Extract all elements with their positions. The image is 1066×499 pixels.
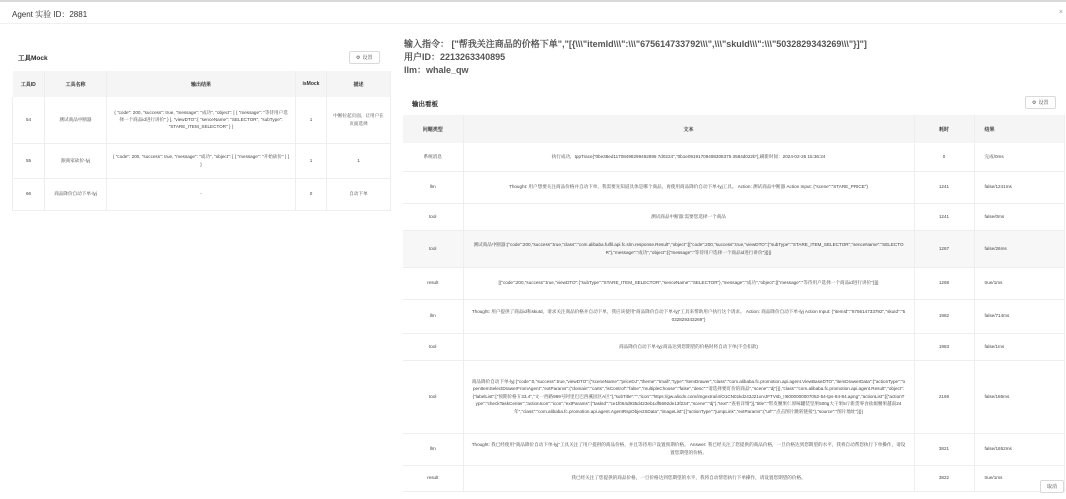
row-time: 3821: [914, 433, 974, 465]
tool-desc: 1: [327, 143, 391, 178]
tool-name: 商品降价自动下单-lyj: [45, 178, 107, 210]
row-result: false/0ms: [974, 203, 1064, 230]
column-header: 问题类型: [403, 115, 463, 143]
llm-value: whale_qw: [426, 65, 469, 75]
column-header: isMock: [296, 71, 327, 97]
row-result: false/714ms: [974, 299, 1064, 333]
tool-desc: 自动下单: [327, 178, 391, 210]
row-time: 1241: [914, 171, 974, 203]
row-type: tool: [403, 333, 463, 360]
llm-label: llm：: [404, 65, 427, 75]
row-time: 3822: [914, 465, 974, 491]
table-header: [13, 71, 391, 97]
row-result: true/1ms: [974, 465, 1064, 491]
user-value: 2213263340895: [440, 52, 506, 62]
close-icon[interactable]: ×: [1058, 9, 1063, 16]
table-row: [403, 203, 1064, 230]
column-header: 输出结果: [107, 71, 296, 97]
tool-mock-title: 工具Mock: [18, 55, 48, 62]
tool-mock-panel: [12, 48, 390, 210]
table-row: [403, 171, 1064, 203]
modal-title: Agent 实验 ID：2881: [12, 10, 88, 19]
row-time: 1983: [914, 333, 974, 360]
row-time: 1982: [914, 299, 974, 333]
setting-label: 设置: [362, 55, 373, 61]
row-type: llm: [403, 171, 463, 203]
table-row: [403, 360, 1064, 433]
row-time: 0: [914, 143, 974, 171]
table-row: [403, 333, 1064, 360]
row-time: 1241: [914, 203, 974, 230]
row-text: 执行成功，tppTrace["0be38ed11708498299492895 7d0224","0b1e09191708498308375 3584d022b"],刷新时间：2024-02-26 15:36:24: [463, 143, 914, 171]
table-header: [403, 115, 1064, 143]
tool-ismock: 1: [296, 143, 327, 178]
user-line: [404, 51, 1064, 64]
row-type: llm: [403, 433, 463, 465]
row-text: 商品降价自动下单-lyj:{"code":0,"success":true,"viewDTO":{"sceneName":"priceDJ","theme":"tmall","type":"itemDrawer","class":"com.alibaba.fc.promotion.api.agent.ViewBaseDTO","itemDrawerData":{"actionType":"openItemSelectDrawerFromAgent","extParams":{"domain":"carts","isControl":"false","multipleChoose":"false","desc":"请选择要盯价的商品","scene":"dj"}}},"class":"com.alibaba.fc.promotion.api.agent.Result","object":{"labelList":["预期价格￥33.4","文一西路969号阿里巴巴西溪园区A区"],"subTitle":"","icon":"https://gw.alicdn.com/imgextra/i4/O1CN01kdz43J21xrvJFTVsb_!!6000000007052-54-tps-84-84.apng","actionList":[{"actionType":"checkTaskCenter","actionIcon":"icon","extParams":{"taskId":"ce1f064d935d423eb1df5692de13f234","scene":"dj"},"text":"查看详情"}],"title":"带皮腰果仁原味罐装坚果500g大干果5斤新货零食盐焗腰果越南24年","class":"com.alibaba.fc.promotion.api.agent.AgentRspObjectSData","imageList":[{"actionType":"jumpLink","extParams":{"url":"点击图片跳转链接"},"source":"图片地址"}]}}: [463, 360, 914, 433]
tool-ismock: 1: [296, 97, 327, 143]
column-header: 工具名称: [45, 71, 107, 97]
row-type: tool: [403, 360, 463, 433]
column-header: 工具ID: [13, 71, 45, 97]
tool-id: 55: [13, 143, 45, 178]
table-row: [13, 143, 391, 178]
experiment-info: [404, 38, 1064, 77]
row-type: tool: [403, 230, 463, 267]
table-row: [403, 433, 1064, 465]
row-result: false/186ms: [974, 360, 1064, 433]
table-row: [403, 465, 1064, 491]
instruction-value: ["帮我关注商品的价格下单","[{\\\"itemId\\\":\\\"675614733792\\\",\\\"skuId\\\":\\\"5032829343269\\\"}]"]: [451, 39, 867, 49]
tool-output: { "code": 200, "success": true, "message": "成功", "object": [ { "message": "开始砍价" } ] }: [107, 143, 296, 178]
llm-line: [404, 64, 1064, 77]
tool-output: -: [107, 178, 296, 210]
row-result: true/1ms: [974, 267, 1064, 299]
row-type: llm: [403, 299, 463, 333]
table-row: [403, 143, 1064, 171]
row-time: 1268: [914, 267, 974, 299]
row-result: false/1652ms: [974, 433, 1064, 465]
row-result: false/26ms: [974, 230, 1064, 267]
table-row: [13, 97, 391, 143]
row-text: Thought: 用户想要关注商品价格并自动下单，我需要先知道具体是哪个商品，再使用商品降价自动下单-lyj工具。 Action: 测试商品中断器 Action Input: {"scene":"STARE_PRICE"}: [463, 171, 914, 203]
table-row: [403, 230, 1064, 267]
tool-mock-table: [12, 71, 391, 211]
row-result: false/1ms: [974, 333, 1064, 360]
row-result: false/1241ms: [974, 171, 1064, 203]
column-header: 结果: [974, 115, 1064, 143]
row-type: tool: [403, 203, 463, 230]
table-row: [13, 178, 391, 210]
column-header: 文本: [463, 115, 914, 143]
row-type: 系统消息: [403, 143, 463, 171]
instruction-label: 输入指令：: [404, 39, 450, 49]
tool-id: 66: [13, 178, 45, 210]
output-table: [403, 115, 1065, 492]
row-time: 2169: [914, 360, 974, 433]
output-board-title: 输出看板: [412, 101, 438, 108]
row-text: 商品降价自动下单-lyj:商品达到您期望的价格时将自动下单(不会扣款): [463, 333, 914, 360]
tool-name: 跟商家砍价-lyj: [45, 143, 107, 178]
user-label: 用户ID：: [404, 52, 441, 62]
gear-icon: ⚙: [356, 54, 361, 61]
row-text: 我已经关注了您提供的商品价格，一旦价格达到您期望的水平，我将自动帮您执行下单操作，请设置您期望的价格。: [463, 465, 914, 491]
tool-id: 54: [13, 97, 45, 143]
tool-desc: 中断拉起页面，让用户在页面选择: [327, 97, 391, 143]
row-text: Thought: 我已经使用"商品降价自动下单-lyj"工具关注了用户提供的商品价格，并且等待用户设置预期价格。 Answer: 我已经关注了您提供的商品价格，一旦价格达到您期望的水平，我将自动帮您执行下单操作，请设置您期望的价格。: [463, 433, 914, 465]
table-row: [403, 267, 1064, 299]
row-type: result: [403, 465, 463, 491]
row-result: 完成/0ms: [974, 143, 1064, 171]
row-text: Thought: 用户提供了商品id和skuId，请求关注商品价格并自动下单，我应该使用"商品降价自动下单-lyj"工具来帮助用户执行这个请求。 Action: 商品降价自动下单-lyj Action Input: {"itemId":"675614733792","skuId":"5032829343269"}: [463, 299, 914, 333]
row-time: 1267: [914, 230, 974, 267]
output-setting-button[interactable]: [1025, 96, 1056, 109]
tool-output: { "code": 200, "success": true, "message": "成功", "object": [ { "message": "等待用户选择一个商品id进行讲价" } ], "viewDTO":{ "senceName": "SELECTOR", "subType": "STARE_ITEM_SELECTOR" } }: [107, 97, 296, 143]
modal-header: [0, 2, 1066, 24]
setting-label: 设置: [1038, 100, 1049, 106]
instruction-line: [404, 38, 1064, 51]
tool-ismock: 0: [296, 178, 327, 210]
column-header: 描述: [327, 71, 391, 97]
cancel-button[interactable]: 取消: [1040, 480, 1064, 493]
column-header: 耗时: [914, 115, 974, 143]
mock-setting-button[interactable]: [349, 51, 380, 64]
row-text: 测试商品中断器:{"code":200,"success":true,"class":"com.alibaba.fulfil.api.fc.slm.response.Result","object":[{"code":200,"success":true,"viewDTO":{"subType":"STARE_ITEM_SELECTOR","senceName":"SELECTOR"},"message":"成功","object":[{"message":"等待用户选择一个商品id进行讲价"}]}]}: [463, 230, 914, 267]
row-type: result: [403, 267, 463, 299]
gear-icon: ⚙: [1032, 99, 1037, 106]
table-row: [403, 299, 1064, 333]
row-text: [{"code":200,"success":true,"viewDTO":{"subType":"STARE_ITEM_SELECTOR","senceName":"SELECTOR"},"message":"成功","object":[{"message":"等待用户选择一个商品id进行讲价"}]}]: [463, 267, 914, 299]
tool-name: 测试商品中断器: [45, 97, 107, 143]
row-text: 测试商品中断器:需要您选择一个商品: [463, 203, 914, 230]
